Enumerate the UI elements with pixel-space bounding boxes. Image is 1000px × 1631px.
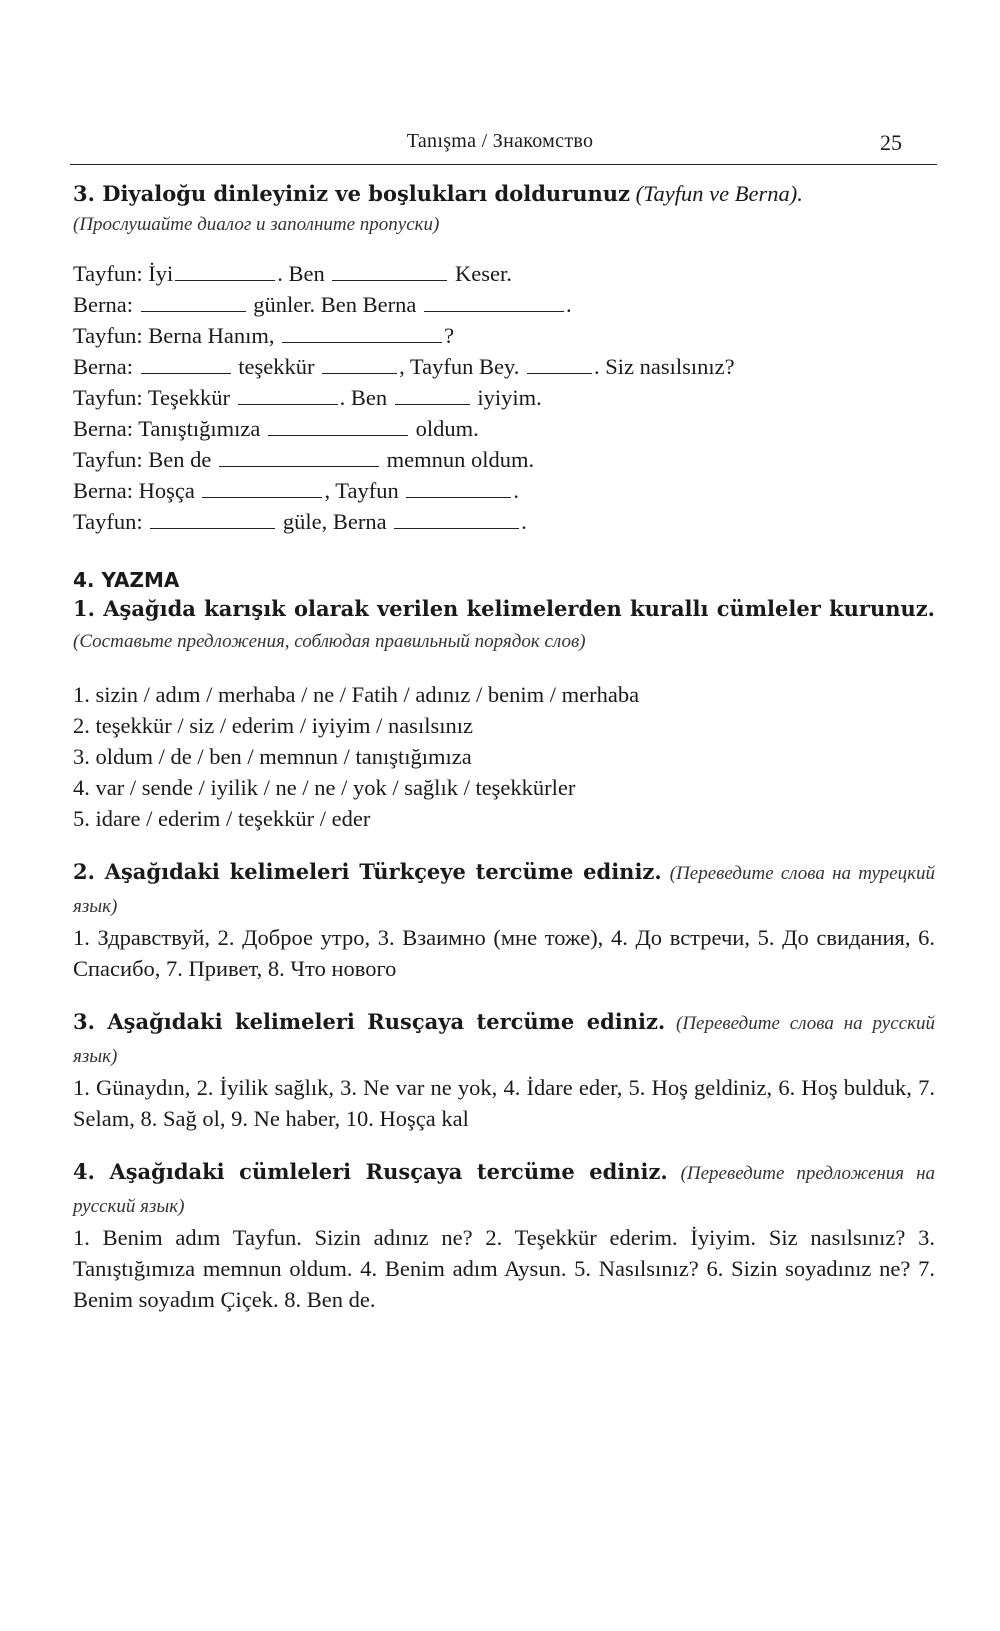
blank-field xyxy=(141,353,231,374)
list-item: 5. idare / ederim / teşekkür / eder xyxy=(73,806,371,831)
writing-ex3: 3. Aşağıdaki kelimeleri Rusçaya tercüme ediniz. (Переведите слова на русский язык) 1. Günaydın, 2. İyilik sağlık, 3. Ne var ne yok, 4. İdare eder, 5. Hoş geldiniz, 6. Hoş bulduk, 7. Selam, 8. Sağ ol, 9. Ne haber, 10. Hoşça kal xyxy=(73,1006,935,1134)
list-item: 3. oldum / de / ben / memnun / tanıştığımıza xyxy=(73,744,472,769)
blank-field xyxy=(268,415,408,436)
blank-field xyxy=(141,291,246,312)
dialog-line: Berna: günler. Ben Berna . xyxy=(73,292,572,317)
blank-field xyxy=(424,291,564,312)
blank-field xyxy=(175,260,275,281)
writing-ex1-heading: 1. Aşağıda karışık olarak verilen kelimelerden kurallı cümleler kurunuz. (Составьте предложения, соблюдая правильный порядок слов) xyxy=(73,596,935,652)
dialog-line: Berna: Hoşça , Tayfun . xyxy=(73,478,519,503)
page-number: 25 xyxy=(880,130,902,155)
page-content xyxy=(73,178,935,1315)
list-item: 1. sizin / adım / merhaba / ne / Fatih / adınız / benim / merhaba xyxy=(73,682,640,707)
dialog xyxy=(73,258,935,537)
writing-ex4-text: 1. Benim adım Tayfun. Sizin adınız ne? 2. Teşekkür ederim. İyiyim. Siz nasılsınız? 3. Tanıştığımıza memnun oldum. 4. Benim adım Aysun. 5. Nasılsınız? 6. Sizin soyadınız ne? 7. Benim soyadım Çiçek. 8. Ben de. xyxy=(73,1225,935,1312)
blank-field xyxy=(219,446,379,467)
list-item: 4. var / sende / iyilik / ne / ne / yok / sağlık / teşekkürler xyxy=(73,775,576,800)
blank-field xyxy=(238,384,338,405)
writing-ex4: 4. Aşağıdaki cümleleri Rusçaya tercüme ediniz. (Переведите предложения на русский язык) 1. Benim adım Tayfun. Sizin adınız ne? 2. Teşekkür ederim. İyiyim. Siz nasılsınız? 3. Tanıştığımıza memnun oldum. 4. Benim adım Aysun. 5. Nasılsınız? 6. Sizin soyadınız ne? 7. Benim soyadım Çiçek. 8. Ben de. xyxy=(73,1156,935,1315)
exercise-3-note: (Прослушайте диалог и заполните пропуски) xyxy=(73,214,440,235)
writing-ex2: 2. Aşağıdaki kelimeleri Türkçeye tercüme ediniz. (Переведите слова на турецкий язык) 1. Здравствуй, 2. Доброе утро, 3. Взаимно (мне тоже), 4. До встречи, 5. До свидания, 6. Спасибо, 7. Привет, 8. Что нового xyxy=(73,856,935,984)
blank-field xyxy=(322,353,397,374)
dialog-line: Berna: teşekkür , Tayfun Bey. . Siz nasılsınız? xyxy=(73,354,735,379)
blank-field xyxy=(202,477,322,498)
list-item: 2. teşekkür / siz / ederim / iyiyim / nasılsınız xyxy=(73,713,473,738)
exercise-3-heading xyxy=(73,178,935,209)
section-title-yazma: 4. YAZMA xyxy=(73,568,180,592)
blank-field xyxy=(527,353,592,374)
blank-field xyxy=(332,260,447,281)
exercise-3-speakers: (Tayfun ve Berna). xyxy=(635,181,803,206)
dialog-line: Tayfun: Berna Hanım, ? xyxy=(73,323,455,348)
dialog-line: Tayfun: güle, Berna . xyxy=(73,509,527,534)
writing-ex3-text: 1. Günaydın, 2. İyilik sağlık, 3. Ne var ne yok, 4. İdare eder, 5. Hoş geldiniz, 6. Hoş bulduk, 7. Selam, 8. Sağ ol, 9. Ne haber, 10. Hoşça kal xyxy=(73,1075,935,1131)
exercise-3-title: 3. Diyaloğu dinleyiniz ve boşlukları doldurunuz xyxy=(73,181,630,206)
dialog-line: Tayfun: İyi . Ben Keser. xyxy=(73,261,512,286)
dialog-line: Tayfun: Teşekkür . Ben iyiyim. xyxy=(73,385,542,410)
dialog-line: Berna: Tanıştığımıza oldum. xyxy=(73,416,479,441)
dialog-line: Tayfun: Ben de memnun oldum. xyxy=(73,447,535,472)
blank-field xyxy=(395,384,470,405)
running-header: Tanışma / Знакомство xyxy=(406,130,594,152)
blank-field xyxy=(394,508,519,529)
writing-ex2-text: 1. Здравствуй, 2. Доброе утро, 3. Взаимно (мне тоже), 4. До встречи, 5. До свидания, 6. Спасибо, 7. Привет, 8. Что нового xyxy=(73,925,935,981)
header-rule xyxy=(70,164,937,165)
blank-field xyxy=(282,322,442,343)
blank-field xyxy=(406,477,511,498)
blank-field xyxy=(150,508,275,529)
writing-ex1-list xyxy=(73,679,935,834)
